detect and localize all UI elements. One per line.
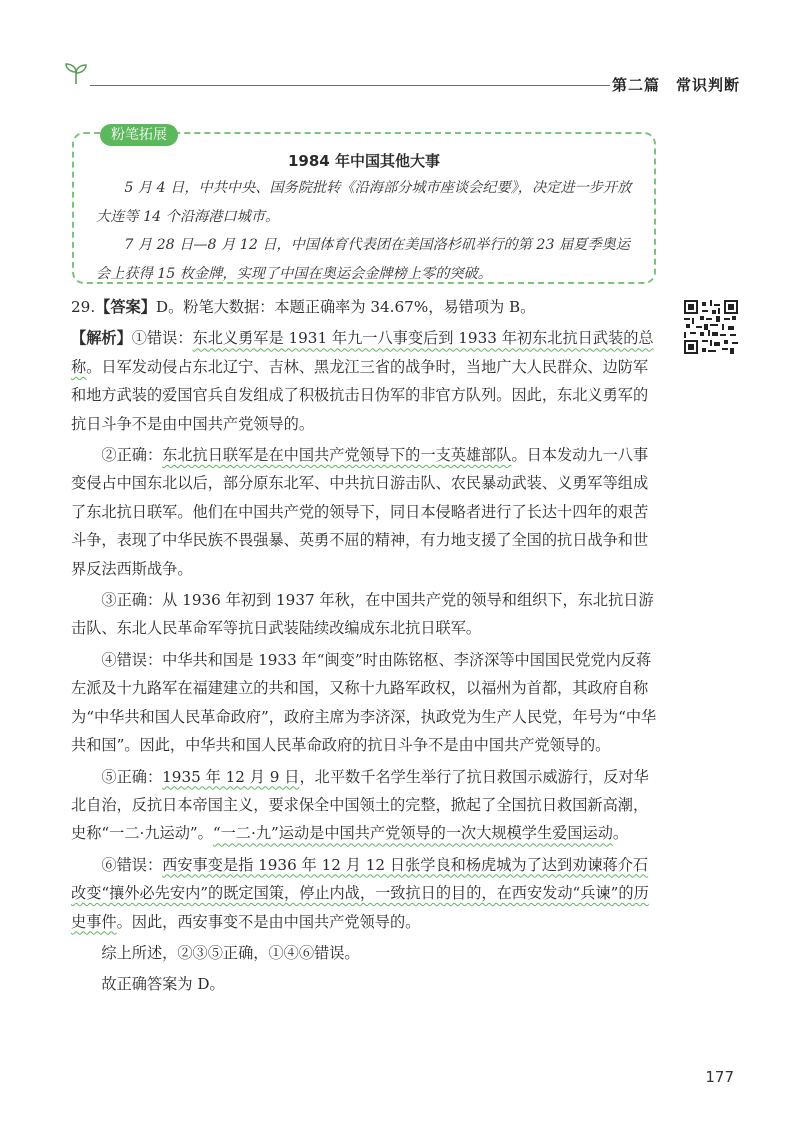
section-title: 第二篇 常识判断 — [611, 76, 740, 94]
analysis-paragraph-2 — [71, 441, 659, 583]
key-point: “一二·九”运动是中国共产党领导的一次大规模学生爱国运动 — [212, 824, 613, 843]
explanation-text: ，北平数千名学生举行了抗日救国示威游行，反对华北自治，反抗日本帝国主义，要求保全中国领土的完整，掀起了全国抗日救国新高潮，史称“一二·九运动”。 — [71, 767, 649, 843]
judgment-lead: ④错误： — [101, 650, 163, 669]
question-number: 29. — [71, 298, 96, 316]
analysis-label: 【解析】 — [71, 329, 132, 348]
judgment-lead: ⑤正确： — [101, 767, 163, 786]
key-point: 1935 年 12 月 9 日 — [162, 767, 300, 786]
key-point: 东北义勇军是 1931 年九一八事变后到 1933 年初东北抗日武装的总称 — [71, 329, 654, 376]
answer-line — [71, 293, 659, 321]
sprout-icon — [62, 62, 90, 86]
explanation-text: 中华共和国是 1933 年“闽变”时由陈铭枢、李济深等中国国民党党内反蒋左派及十九路军在福建建立的共和国 — [71, 650, 652, 698]
answer-section — [71, 293, 659, 1002]
answer-text: D。粉笔大数据：本题正确率为 34.67%，易错项为 B。 — [155, 298, 536, 316]
extension-paragraph: 7 月 28 日—8 月 12 日，中国体育代表团在美国洛杉矶举行的第 23 届夏季奥运会上获得 15 枚金牌，实现了中国在奥运会金牌榜上零的突破。 — [96, 237, 630, 282]
qr-code-icon[interactable] — [684, 300, 738, 354]
analysis-paragraph-4 — [71, 646, 659, 760]
extension-title: 1984 年中国其他大事 — [288, 152, 440, 170]
extension-body — [96, 174, 636, 288]
judgment-lead: ①错误： — [131, 329, 193, 348]
explanation-text: 。日本发动九一八事变侵占中国东北以后，部分原东北军、中共抗日游击队、农民暴动武装、义勇军等组成了东北抗日联军。他们在中国共产党的领导下，同日本侵略者进行了长达十四年的艰苦斗争，表现了中华民族不畏强暴、英勇不屈的精神，有力地支援了全国的抗日战争和世界反法西斯战争。 — [71, 446, 649, 578]
page-number: 177 — [705, 1068, 734, 1086]
analysis-paragraph-5 — [71, 763, 659, 848]
explanation-text: 。因此，西安事变不是由中国共产党领导的。 — [116, 912, 421, 931]
answer-label: 【答案】 — [95, 298, 156, 316]
analysis-paragraph-3: ③正确：从 1936 年初到 1937 年秋，在中国共产党的领导和组织下，东北抗日游击队、东北人民革命军等抗日武装陆续改编成东北抗日联军。 — [71, 591, 654, 638]
explanation-text: 。 — [612, 824, 629, 843]
header-rule — [90, 85, 610, 86]
extension-tag: 粉笔拓展 — [100, 124, 178, 146]
page-header — [60, 58, 740, 98]
explanation-text: 。日军发动侵占东北辽宁、吉林、黑龙江三省的战争时，当地广大人民群众、边防军和地方武装的爱国官兵自发组成了积极抗击日伪军的非官方队列。因此，东北义勇军的抗日斗争不是由中国共产党领导的。 — [71, 357, 649, 433]
extension-paragraph: 5 月 4 日，中共中央、国务院批转《沿海部分城市座谈会纪要》，决定进一步开放大连等 14 个沿海港口城市。 — [96, 180, 632, 225]
analysis-paragraph-1 — [71, 324, 659, 438]
summary-line: 综上所述，②③⑤正确，①④⑥错误。 — [101, 943, 360, 962]
judgment-lead: ⑥错误： — [101, 855, 163, 874]
key-point: 西安事变是指 1936 年 12 月 12 日张学良和杨虎城为了达到劝谏蒋介石改变“攘外必先安内”的既定国策，停止内战，一致抗日的目的，在西安发动“兵谏”的历史事件 — [71, 855, 649, 931]
judgment-lead: ②正确： — [101, 446, 163, 465]
key-point: 东北抗日联军是在中国共产党领导下的一支英雄部队 — [162, 446, 512, 465]
analysis-paragraph-6 — [71, 851, 659, 936]
explanation-text: ，又称十九路军政权，以福州为首都，其政府自称为“中华共和国人民革命政府”，政府主席为李济深，执政党为生产人民党，年号为“中华共和国”。因此，中华共和国人民革命政府的抗日斗争不是由中国共产党领导的。 — [71, 679, 657, 755]
conclusion-line: 故正确答案为 D。 — [101, 975, 225, 994]
